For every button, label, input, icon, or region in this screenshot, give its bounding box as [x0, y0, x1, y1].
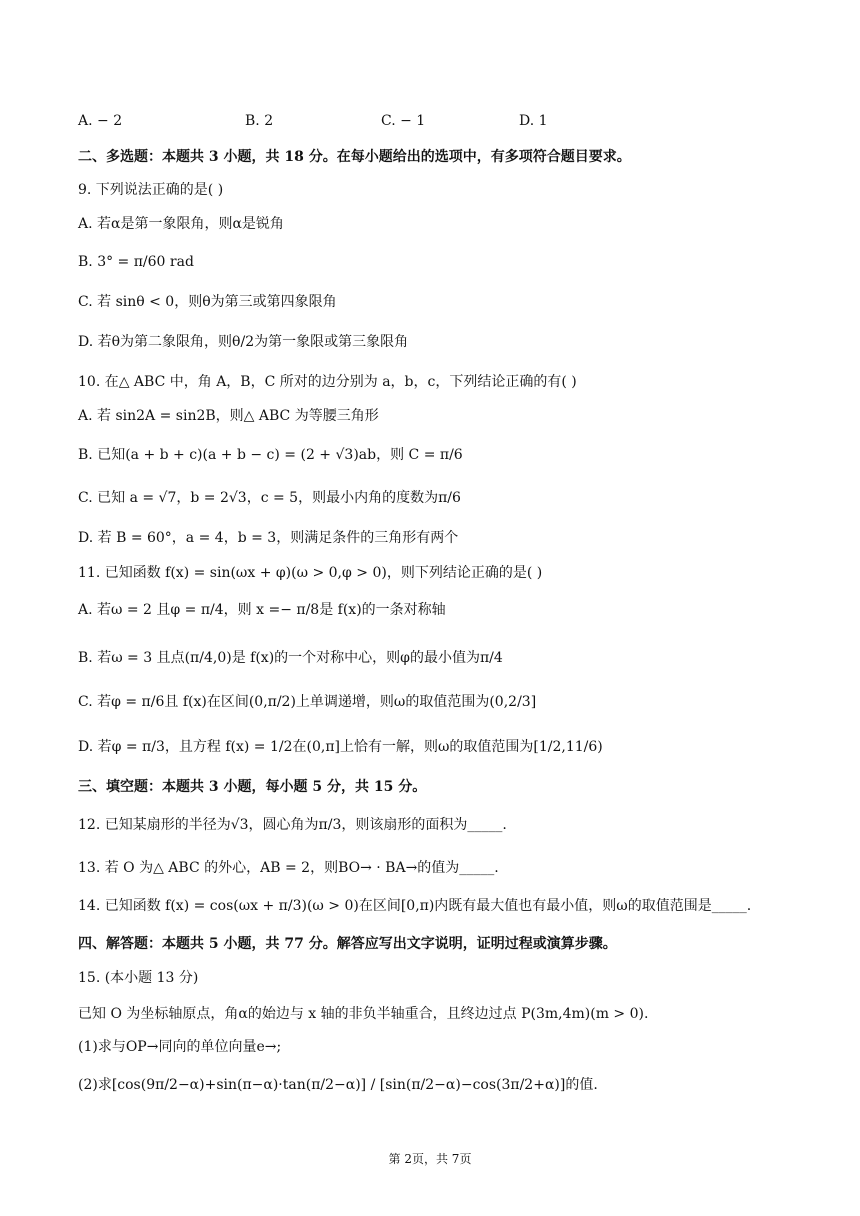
q8-option-d: D. 1 — [519, 113, 548, 129]
q15-title: 15. (本小题 13 分) — [78, 970, 199, 986]
q10-stem: 10. 在△ ABC 中，角 A，B，C 所对的边分别为 a，b，c，下列结论正确的有( ) — [78, 374, 577, 390]
q9-option-a: A. 若α是第一象限角，则α是锐角 — [78, 216, 284, 232]
q9-option-b: B. 3° = π/60 rad — [78, 254, 194, 270]
page-footer: 第 2页，共 7页 — [388, 1152, 472, 1166]
q14: 14. 已知函数 f(x) = cos(ωx + π/3)(ω > 0)在区间[0,π)内既有最大值也有最小值，则ω的取值范围是_____. — [78, 898, 752, 914]
q10-option-d: D. 若 B = 60°，a = 4，b = 3，则满足条件的三角形有两个 — [78, 530, 459, 546]
q15-part2: (2)求[cos(9π/2−α)+sin(π−α)·tan(π/2−α)] / [sin(π/2−α)−cos(3π/2+α)]的值. — [78, 1077, 598, 1093]
q9-option-c: C. 若 sinθ < 0，则θ为第三或第四象限角 — [78, 294, 337, 310]
section2-heading: 二、多选题：本题共 3 小题，共 18 分。在每小题给出的选项中，有多项符合题目要求。 — [78, 149, 631, 165]
q8-option-a: A. − 2 — [78, 113, 123, 129]
q11-option-b: B. 若ω = 3 且点(π/4,0)是 f(x)的一个对称中心，则φ的最小值为π/4 — [78, 650, 503, 666]
section4-heading: 四、解答题：本题共 5 小题，共 77 分。解答应写出文字说明，证明过程或演算步骤。 — [78, 936, 617, 952]
q15-part1: (1)求与OP→同向的单位向量e→; — [78, 1039, 282, 1055]
q9-option-d: D. 若θ为第二象限角，则θ/2为第一象限或第三象限角 — [78, 334, 409, 350]
q10-option-b: B. 已知(a + b + c)(a + b − c) = (2 + √3)ab，则 C = π/6 — [78, 447, 463, 463]
q8-option-c: C. − 1 — [381, 113, 426, 129]
q11-option-a: A. 若ω = 2 且φ = π/4，则 x =− π/8是 f(x)的一条对称轴 — [78, 602, 446, 618]
q11-option-c: C. 若φ = π/6且 f(x)在区间(0,π/2)上单调递增，则ω的取值范围为(0,2/3] — [78, 694, 537, 710]
q12: 12. 已知某扇形的半径为√3，圆心角为π/3，则该扇形的面积为_____. — [78, 817, 507, 833]
q15-stem: 已知 O 为坐标轴原点，角α的始边与 x 轴的非负半轴重合，且终边过点 P(3m,4m)(m > 0). — [78, 1006, 649, 1022]
q13: 13. 若 O 为△ ABC 的外心，AB = 2，则BO→ · BA→的值为_____. — [78, 860, 499, 876]
q8-option-b: B. 2 — [245, 113, 274, 129]
q11-stem: 11. 已知函数 f(x) = sin(ωx + φ)(ω > 0,φ > 0)，则下列结论正确的是( ) — [78, 565, 543, 581]
section3-heading: 三、填空题：本题共 3 小题，每小题 5 分，共 15 分。 — [78, 779, 427, 795]
q9-stem: 9. 下列说法正确的是( ) — [78, 182, 224, 198]
q10-option-a: A. 若 sin2A = sin2B，则△ ABC 为等腰三角形 — [78, 408, 379, 424]
q10-option-c: C. 已知 a = √7，b = 2√3，c = 5，则最小内角的度数为π/6 — [78, 490, 461, 506]
q11-option-d: D. 若φ = π/3，且方程 f(x) = 1/2在(0,π]上恰有一解，则ω的取值范围为[1/2,11/6) — [78, 739, 603, 755]
